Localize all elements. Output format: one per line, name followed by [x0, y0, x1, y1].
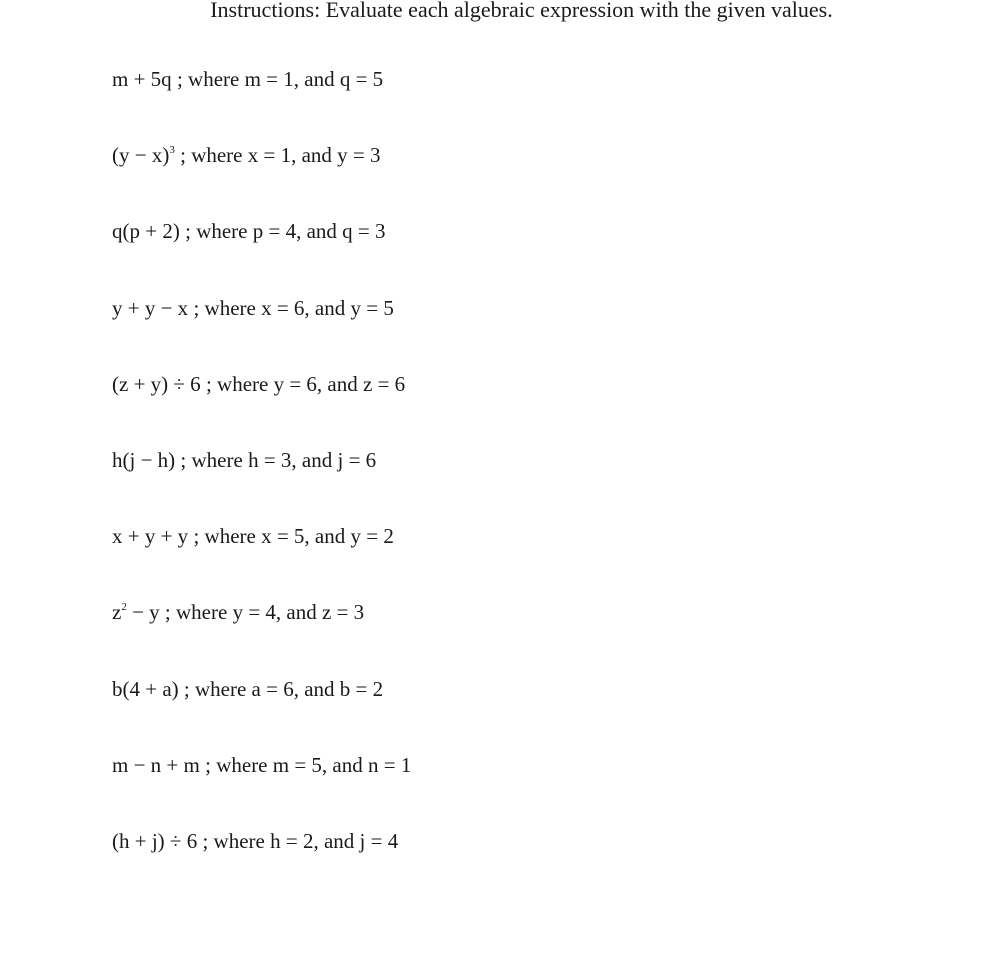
problem-11 [112, 826, 411, 902]
problem-separator: ; [188, 524, 205, 549]
problem-9 [112, 674, 411, 750]
problem-given-values: where x = 5, and y = 2 [204, 524, 394, 549]
problem-expression: (z + y) ÷ 6 [112, 371, 201, 396]
problem-separator: ; [174, 143, 192, 168]
problem-given-values: where y = 6, and z = 6 [217, 371, 406, 396]
problem-expression: z [112, 600, 122, 625]
problem-separator: ; [199, 752, 217, 777]
problem-exponent: 3 [169, 144, 175, 157]
problem-separator: ; [179, 219, 197, 244]
problem-expression-tail: − y [126, 600, 160, 625]
problem-list [112, 64, 411, 902]
problem-expression: x + y + y [112, 524, 189, 549]
problem-expression: (h + j) ÷ 6 [112, 828, 198, 853]
instructions-heading: Instructions: Evaluate each algebraic expression with the given values. [210, 0, 833, 22]
problem-expression: y + y − x [112, 295, 189, 320]
problem-separator: ; [197, 828, 214, 853]
problem-given-values: where x = 6, and y = 5 [204, 295, 394, 320]
problem-given-values: where h = 2, and j = 4 [213, 828, 399, 853]
problem-10 [112, 750, 411, 826]
problem-separator: ; [200, 371, 218, 396]
problem-5 [112, 369, 411, 445]
problem-7 [112, 521, 411, 597]
problem-given-values: where y = 4, and z = 3 [176, 600, 365, 625]
problem-expression: h(j − h) [112, 447, 176, 472]
problem-separator: ; [159, 600, 177, 625]
problem-given-values: where m = 1, and q = 5 [188, 67, 384, 91]
problem-6 [112, 445, 411, 521]
problem-8 [112, 597, 411, 673]
problem-expression: m − n + m [112, 752, 200, 777]
problem-exponent: 2 [121, 601, 127, 614]
problem-2 [112, 140, 411, 216]
problem-given-values: where a = 6, and b = 2 [195, 676, 384, 701]
problem-given-values: where p = 4, and q = 3 [196, 219, 386, 244]
problem-separator: ; [178, 676, 195, 701]
problem-expression: b(4 + a) [112, 676, 179, 701]
problem-given-values: where m = 5, and n = 1 [216, 752, 412, 777]
problem-given-values: where x = 1, and y = 3 [191, 143, 381, 168]
problem-4 [112, 293, 411, 369]
problem-separator: ; [175, 447, 192, 472]
problem-3 [112, 216, 411, 292]
problem-separator: ; [171, 67, 189, 91]
problem-1 [112, 64, 411, 140]
problem-separator: ; [188, 295, 205, 320]
problem-expression: (y − x) [112, 143, 170, 168]
problem-expression: q(p + 2) [112, 219, 180, 244]
problem-given-values: where h = 3, and j = 6 [191, 447, 377, 472]
problem-expression: m + 5q [112, 67, 172, 91]
